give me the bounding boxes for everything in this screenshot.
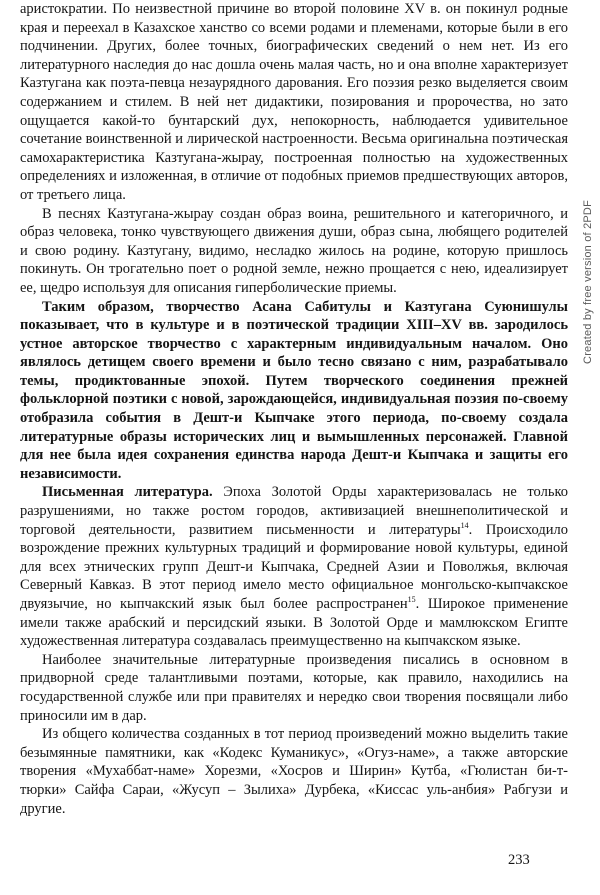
section-heading: Письменная литература.	[42, 484, 213, 501]
paragraph-4	[20, 483, 568, 650]
footnote-marker-14: 14	[460, 520, 469, 530]
paragraph-1: аристократии. По неизвестной причине во второй половине XV в. он покинул родные края и переехал в Казахское ханство со всеми родами и племенами, которые были в его подчинении. Других, более точных, биографических сведений о нем нет. Из его литературного наследия до нас дошла очень малая часть, но и она вполне характеризует Казтугана как поэта-певца незаурядного дарования. Его поэзия резко выделяется своим содержанием и стилем. В ней нет дидактики, позирования и пророчества, но зато ощущается какой-то бунтарский дух, непокорность, наблюдается удивительное сочетание воинственной и лирической настроенности. Весьма оригинальна поэтическая самохарактеристика Казтугана-жырау, построенная полностью на художественных определениях и изложенная, в отличие от подобных приемов предшествующих авторов, от третьего лица.	[20, 1, 568, 203]
page-number: 233	[508, 852, 530, 868]
paragraph-4-part-b: . Происходило возрождение прежних культурных традиций и формирование новой культуры, единой для всех этнических групп Дешт-и Кыпчака, Средней Азии и Поволжья, включая Северный Кавказ. В этот период имело место официальное монгольско-кыпчакское двуязычие, но кыпчакский язык был более распространен	[20, 521, 568, 612]
paragraph-5: Наиболее значительные литературные произведения писались в основном в придворной среде талантливыми поэтами, которые, как правило, находились на государственной службе или при правителях и нередко свои творения посвящали либо приносили им в дар.	[20, 651, 568, 724]
footnote-marker-15: 15	[407, 595, 416, 605]
paragraph-4-part-c: . Широкое применение имели также арабский и персидский языки. В Золотой Орде и мамлюкском Египте художественная литература создавалась преимущественно на кыпчакском языке.	[20, 596, 569, 650]
paragraph-4-part-a: Эпоха Золотой Орды характеризовалась не только разрушениями, но также ростом городов, активизацией внешнеполитической и торговой деятельности, развитием письменности и литературы	[20, 484, 569, 538]
page-body	[20, 0, 568, 818]
paragraph-2: В песнях Казтугана-жырау создан образ воина, решительного и категоричного, и образ человека, тонко чувствующего движения души, образ сына, любящего родителей и свою родину. Казтугану, видимо, несладко жилось на родине, которую пришлось покинуть. Он трогательно поет о родной земле, нежно прощается с нею, идеализирует ее, щедро используя для описания гиперболические приемы.	[20, 205, 568, 296]
paragraph-6: Из общего количества созданных в тот период произведений можно выделить такие безымянные памятники, как «Кодекс Куманикус», «Огуз-наме», а также авторские творения «Мухаббат-наме» Хорезми, «Хосров и Ширин» Кутба, «Гюлистан би-т-тюрки» Сайфа Сараи, «Жусуп – Зылиха» Дурбека, «Киссас уль-анбия» Рабгузи и другие.	[20, 726, 568, 817]
watermark-text: Created by free version of 2PDF	[582, 200, 594, 364]
paragraph-3: Таким образом, творчество Асана Сабитулы и Казтугана Суюнишулы показывает, что в культуре и в поэтической традиции XIII–XV вв. зародилось устное авторское творчество с характерным индивидуальным началом. Оно являлось детищем своего времени и было тесно связано с ним, разрабатывало темы, продиктованные эпохой. Путем творческого соединения прежней фольклорной поэтики с новой, зарождающейся, индивидуальная поэзия по-своему отобразила события в Дешт-и Кыпчаке этого периода, по-своему создала литературные образы исторических лиц и вымышленных персонажей. Главной для нее была идея сохранения единства народа Дешт-и Кыпчака и защиты его независимости.	[20, 298, 568, 482]
